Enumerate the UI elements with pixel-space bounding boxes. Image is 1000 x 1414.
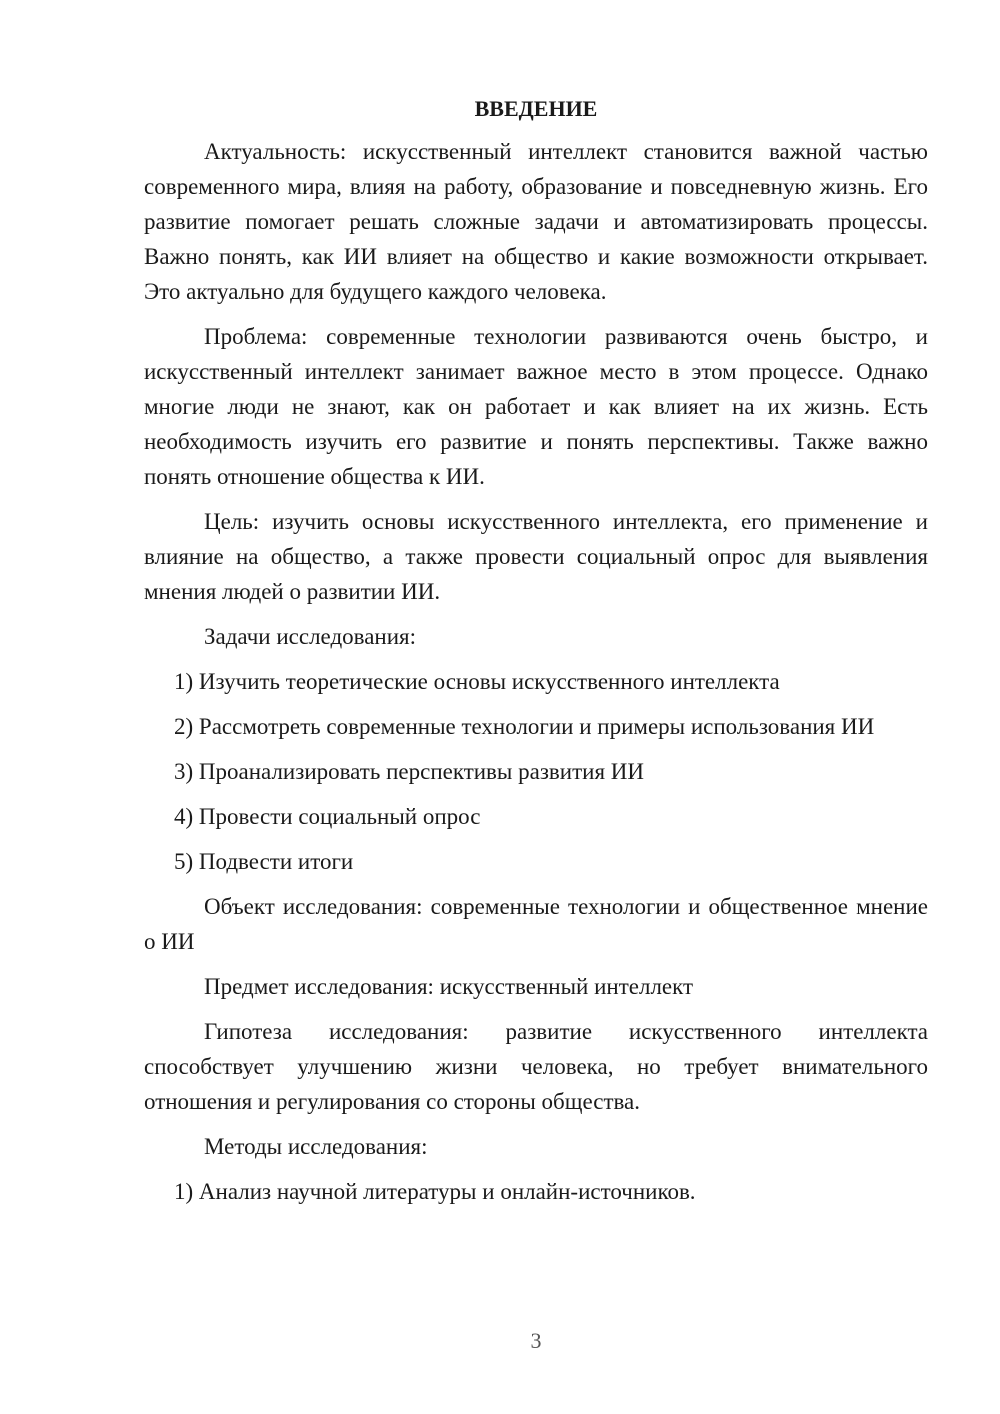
paragraph-object: Объект исследования: современные технологии и общественное мнение о ИИ [144, 894, 928, 954]
tasks-heading: Задачи исследования: [204, 624, 417, 649]
document-page [144, 92, 928, 1219]
paragraph-problem: Проблема: современные технологии развиваются очень быстро, и искусственный интеллект занимает важное место в этом процессе. Однако многие люди не знают, как он работает и как влияет на их жизнь. Есть необходимость изучить его развитие и понять перспективы. Также важно понять отношение общества к ИИ. [144, 324, 928, 489]
task-item-2: 2) Рассмотреть современные технологии и примеры использования ИИ [174, 714, 875, 739]
task-item-5: 5) Подвести итоги [174, 849, 354, 874]
methods-heading: Методы исследования: [204, 1134, 428, 1159]
method-item-1: 1) Анализ научной литературы и онлайн-источников. [174, 1179, 696, 1204]
page-number: 3 [530, 1328, 542, 1353]
section-title: ВВЕДЕНИЕ [474, 96, 598, 121]
paragraph-goal: Цель: изучить основы искусственного интеллекта, его применение и влияние на общество, а также провести социальный опрос для выявления мнения людей о развитии ИИ. [144, 509, 928, 604]
paragraph-relevance: Актуальность: искусственный интеллект становится важной частью современного мира, влияя на работу, образование и повседневную жизнь. Его развитие помогает решать сложные задачи и автоматизировать процессы. Важно понять, как ИИ влияет на общество и какие возможности открывает. Это актуально для будущего каждого человека. [144, 139, 928, 304]
task-item-3: 3) Проанализировать перспективы развития ИИ [174, 759, 644, 784]
task-item-4: 4) Провести социальный опрос [174, 804, 481, 829]
paragraph-subject: Предмет исследования: искусственный интеллект [204, 974, 694, 999]
paragraph-hypothesis: Гипотеза исследования: развитие искусственного интеллекта способствует улучшению жизни человека, но требует внимательного отношения и регулирования со стороны общества. [144, 1019, 928, 1114]
task-item-1: 1) Изучить теоретические основы искусственного интеллекта [174, 669, 780, 694]
